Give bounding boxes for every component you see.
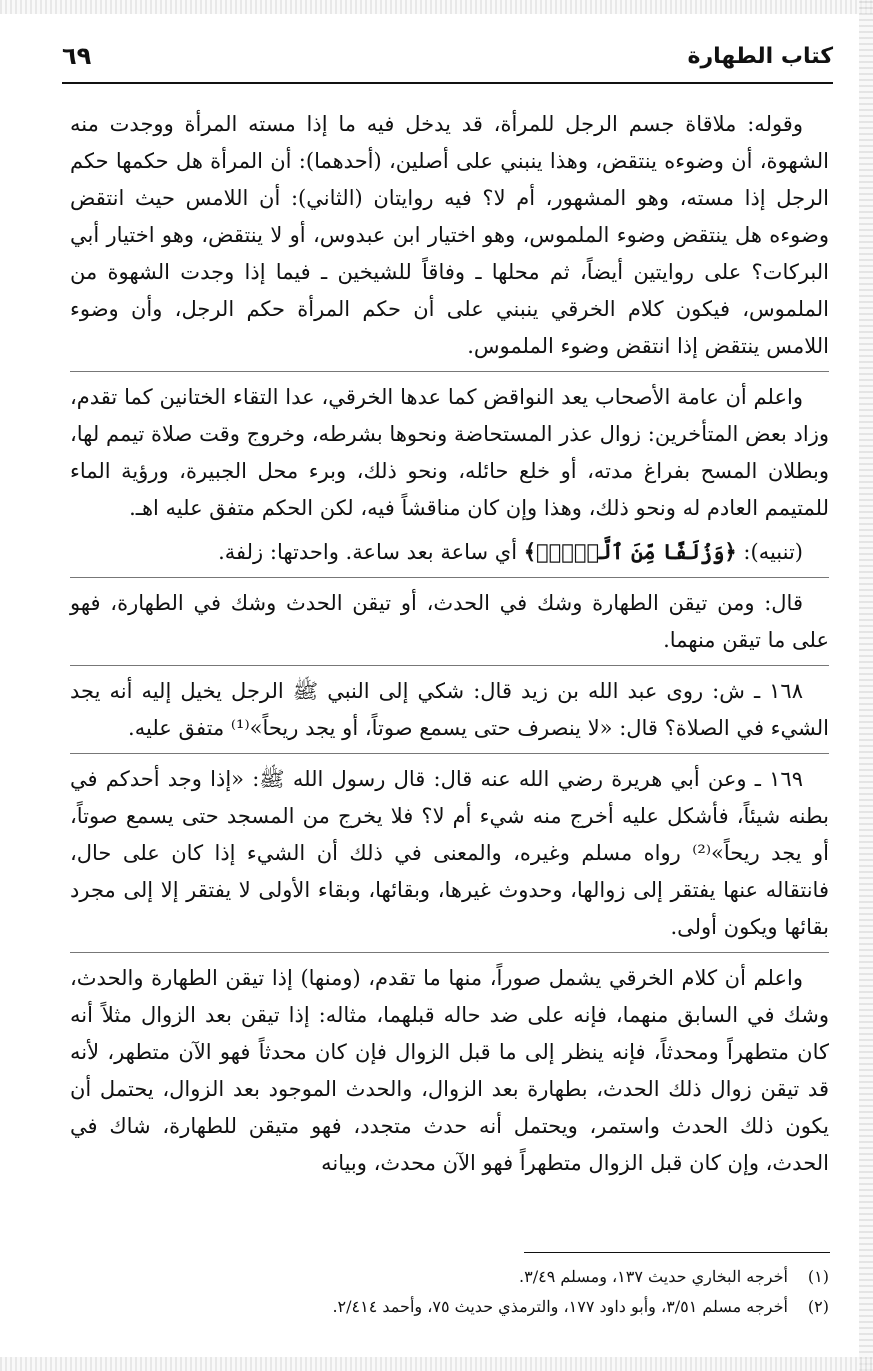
footnote-1 <box>70 1262 829 1292</box>
quran-verse: ﴿وَزُلَفًا مِّنَ ٱلَّيۡلِۚ﴾ <box>523 539 737 564</box>
paragraph-mulaqat: وقوله: ملاقاة جسم الرجل للمرأة، قد يدخل فيه ما إذا مسته المرأة ووجدت منه الشهوة، أن وضوءه ينتقض، وهذا ينبني على أصلين، (أحدهما): أن المرأة هل حكمها حكم الرجل إذا مسته، وهو المشهور، أم لا؟ فيه روايتان (الثاني): أن اللامس حيث انتقض وضوءه هل ينتقض وضوء الملموس، وهو اختيار ابن عبدوس، أو لا ينتقض، وهو اختيار أبي البركات؟ على روايتين أيضاً، ثم محلها ـ وفاقاً للشيخين ـ فيما إذا وجدت الشهوة من الملموس، فيكون كلام الخرقي ينبني على أن حكم المرأة حكم الرجل، وأن وضوء اللامس ينتقض إذا انتقض وضوء الملموس. <box>70 112 829 358</box>
paragraph-separator <box>70 665 829 666</box>
hadith-169: ١٦٩ ـ وعن أبي هريرة رضي الله عنه قال: قال رسول الله ﷺ: «إذا وجد أحدكم في بطنه شيئاً، فأشكل عليه أخرج منه شيء أم لا؟ فلا يخرج من المسجد حتى يسمع صوتاً، أو يجد ريحاً»⁽²⁾ رواه مسلم وغيره، والمعنى في ذلك أن الشيء إذا كان على حال، فانتقاله عنها يفتقر إلى زوالها، وحدوث غيرها، وبقائها، وبقاء الأولى لا يفتقر إلا إلى مجرد بقائها ويكون أولى. <box>70 767 829 939</box>
page-number: ٦٩ <box>62 42 92 70</box>
chapter-title: كتاب الطهارة <box>687 44 833 69</box>
footnote-marker: (١) <box>807 1267 829 1286</box>
footnote-text: أخرجه مسلم ٣/٥١، وأبو داود ١٧٧، والترمذي حديث ٧٥، وأحمد ٢/٤١٤. <box>332 1297 788 1316</box>
hadith-168: ١٦٨ ـ ش: روى عبد الله بن زيد قال: شكي إلى النبي ﷺ الرجل يخيل إليه أنه يجد الشيء في الصلاة؟ قال: «لا ينصرف حتى يسمع صوتاً، أو يجد ريحاً»⁽¹⁾ متفق عليه. <box>70 679 829 740</box>
scan-noise-bottom <box>0 1357 873 1371</box>
tanbih-text: أي ساعة بعد ساعة. واحدتها: زلفة. <box>218 540 518 564</box>
paragraph-separator <box>70 577 829 578</box>
footnote-marker: (٢) <box>807 1297 829 1316</box>
footnote-rule <box>524 1252 830 1253</box>
paragraph-separator <box>70 371 829 372</box>
running-header <box>62 40 833 80</box>
paragraph-suwar: واعلم أن كلام الخرقي يشمل صوراً، منها ما تقدم، (ومنها) إذا تيقن الطهارة والحدث، وشك في السابق منهما، فإنه على ضد حاله قبلهما، مثاله: إذا تيقن بعد الزوال مثلاً أنه كان متطهراً ومحدثاً، فإنه ينظر إلى ما قبل الزوال فإن كان محدثاً فهو الآن متطهر، لأنه قد تيقن زوال ذلك الحدث، بطهارة بعد الزوال، والحدث الموجود بعد الزوال، يحتمل أن يكون ذلك الحدث واستمر، ويحتمل أنه حدث متجدد، فهو متيقن للطهارة، شاك في الحدث، وإن كان قبل الزوال متطهراً فهو الآن محدث، وبيانه <box>70 966 829 1175</box>
header-rule <box>62 82 833 84</box>
footnote-2 <box>70 1292 829 1322</box>
paragraph-separator <box>70 952 829 953</box>
scan-noise-right <box>859 0 873 1371</box>
tanbih-label: (تنبيه): <box>743 540 803 564</box>
footnote-text: أخرجه البخاري حديث ١٣٧، ومسلم ٣/٤٩. <box>519 1267 788 1286</box>
main-text <box>70 106 829 1188</box>
footnotes <box>70 1262 829 1322</box>
paragraph-nawaqid: واعلم أن عامة الأصحاب يعد النواقض كما عدها الخرقي، عدا التقاء الختانين كما تقدم، وزاد بعض المتأخرين: زوال عذر المستحاضة ونحوها بشرطه، وخروج وقت صلاة تيمم لها، وبطلان المسح بفراغ مدته، أو خلع حائله، ونحو ذلك، وبرء محل الجبيرة، ورؤية الماء للمتيمم العادم له ونحو ذلك، وهذا وإن كان مناقشاً فيه، لكن الحكم متفق عليه اهـ. <box>70 385 829 520</box>
paragraph-separator <box>70 753 829 754</box>
matn-qala: قال: ومن تيقن الطهارة وشك في الحدث، أو تيقن الحدث وشك في الطهارة، فهو على ما تيقن منهما. <box>70 591 829 652</box>
scan-noise-top <box>0 0 873 14</box>
tanbih-note <box>70 533 829 571</box>
